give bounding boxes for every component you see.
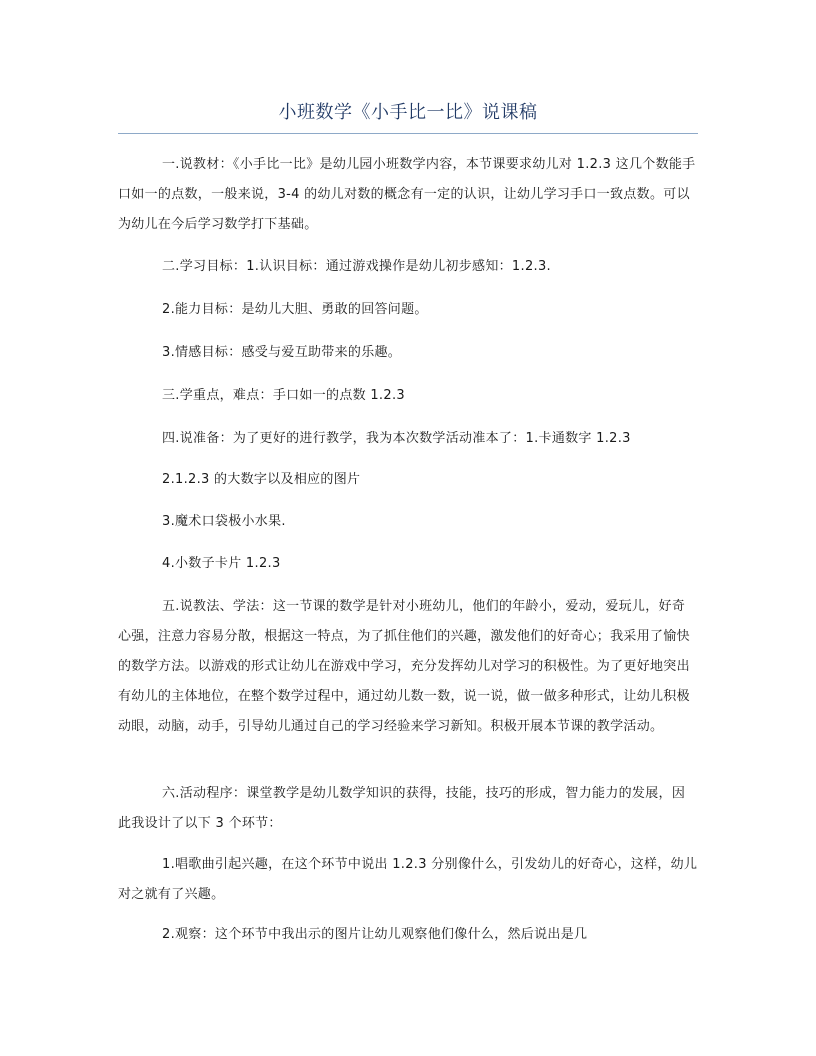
line-prep-item-2: 2.1.2.3 的大数字以及相应的图片 bbox=[162, 472, 361, 487]
line-emotion-goal: 3.情感目标：感受与爱互助带来的乐趣。 bbox=[162, 345, 402, 360]
line-learning-goals: 二.学习目标：1.认识目标：通过游戏操作是幼儿初步感知：1.2.3. bbox=[162, 259, 551, 274]
document-title: 小班数学《小手比一比》说课稿 bbox=[278, 102, 538, 123]
line-key-points: 三.学重点，难点：手口如一的点数 1.2.3 bbox=[162, 388, 405, 403]
line-preparation: 四.说准备：为了更好的进行教学，我为本次数学活动准本了：1.卡通数字 1.2.3 bbox=[162, 431, 631, 446]
paragraph-teaching-material: 一.说教材：《小手比一比》是幼儿园小班数学内容，本节课要求幼儿对 1.2.3 这几个数能手口如一的点数，一般来说，3-4 的幼儿对数的概念有一定的认识，让幼儿学习手口一致点数。可以为幼儿在今后学习数学打下基础。 bbox=[118, 157, 696, 232]
line-step-2: 2.观察：这个环节中我出示的图片让幼儿观察他们像什么，然后说出是几 bbox=[162, 927, 588, 942]
paragraph-step-1: 1.唱歌曲引起兴趣，在这个环节中说出 1.2.3 分别像什么，引发幼儿的好奇心，这样，幼儿对之就有了兴趣。 bbox=[118, 857, 698, 902]
paragraph-activity-procedure: 六.活动程序：课堂教学是幼儿数学知识的获得，技能，技巧的形成，智力能力的发展，因此我设计了以下 3 个环节： bbox=[118, 786, 686, 831]
line-prep-item-4: 4.小数子卡片 1.2.3 bbox=[162, 556, 281, 571]
line-prep-item-3: 3.魔术口袋极小水果. bbox=[162, 514, 286, 529]
title-divider bbox=[118, 133, 698, 134]
paragraph-teaching-method: 五.说教法、学法：这一节课的数学是针对小班幼儿，他们的年龄小，爱动，爱玩儿，好奇心强，注意力容易分散，根据这一特点，为了抓住他们的兴趣，激发他们的好奇心；我采用了愉快的数学方法。以游戏的形式让幼儿在游戏中学习，充分发挥幼儿对学习的积极性。为了更好地突出有幼儿的主体地位，在整个数学过程中，通过幼儿数一数，说一说，做一做多种形式，让幼儿积极动眼，动脑，动手，引导幼儿通过自己的学习经验来学习新知。积极开展本节课的教学活动。 bbox=[118, 599, 690, 734]
line-ability-goal: 2.能力目标：是幼儿大胆、勇敢的回答问题。 bbox=[162, 302, 428, 317]
